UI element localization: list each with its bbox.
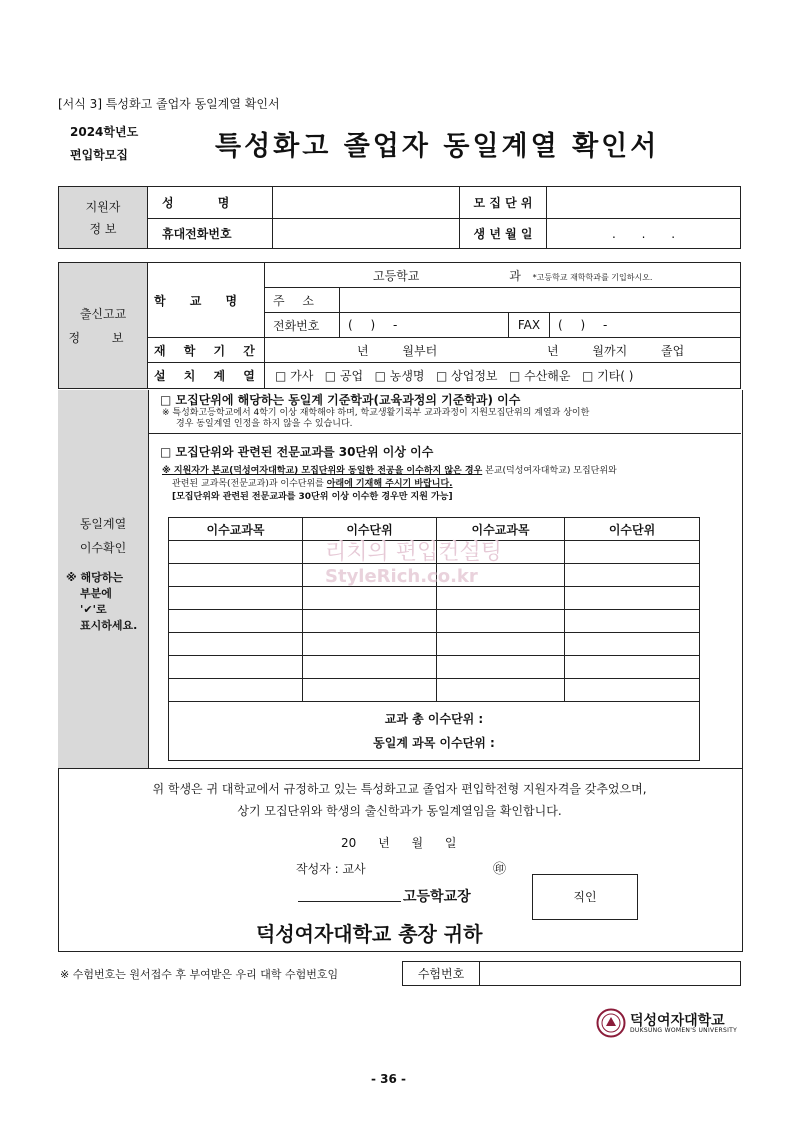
unit-cell[interactable] (303, 610, 437, 633)
unit-cell[interactable] (565, 610, 700, 633)
option-2-note-a: ※ 지원자가 본교(덕성여자대학교) 모집단위와 동일한 전공을 이수하지 않은 경우 (162, 466, 483, 476)
unit-cell[interactable] (565, 564, 700, 587)
statement-text (58, 778, 741, 822)
col-header: 이수교과목 (437, 518, 565, 541)
confirm-note-4: 표시하세요. (80, 619, 138, 632)
col-header: 이수교과목 (169, 518, 303, 541)
unit-cell[interactable] (565, 541, 700, 564)
option-2-note-c: 관련된 교과목(전문교과)과 이수단위를 (172, 479, 327, 489)
option-2[interactable]: □ 모집단위와 관련된 전문교과를 30단위 이상 이수 (160, 445, 434, 459)
logo-sub: DUKSUNG WOMEN'S UNIVERSITY (630, 1027, 738, 1034)
period-field[interactable] (265, 338, 741, 363)
school-section-label (59, 263, 148, 389)
confirm-note-3: '✔'로 (80, 603, 107, 616)
birth-field[interactable]: . . . (547, 219, 741, 249)
total-units-label: 교과 총 이수단위 : (384, 712, 484, 726)
tel-field[interactable]: ( ) - (340, 313, 509, 338)
period-label: 재 학 기 간 (148, 338, 265, 363)
track-option[interactable]: □ 기타( ) (581, 369, 634, 383)
course-cell[interactable] (169, 610, 303, 633)
confirm-label-1: 동일계열 (79, 517, 127, 531)
dept-label: 모 집 단 위 (460, 187, 547, 219)
unit-cell[interactable] (303, 587, 437, 610)
course-cell[interactable] (437, 679, 565, 702)
statement-date: 20 년 월 일 (341, 836, 457, 850)
seal-mark: ㊞ (493, 862, 507, 877)
birth-label: 생 년 월 일 (460, 219, 547, 249)
option-2-note (162, 465, 617, 504)
exam-number-field[interactable] (480, 962, 741, 986)
seal-box (532, 874, 638, 920)
course-cell[interactable] (169, 633, 303, 656)
school-suffix: 고등학교 (373, 268, 420, 283)
option-2-note-d: 아래에 기재해 주시기 바랍니다. (326, 479, 453, 489)
page-title: 특성화고 졸업자 동일계열 확인서 (215, 131, 660, 162)
university-emblem-icon (596, 1008, 626, 1038)
page-number: - 36 - (371, 1072, 407, 1086)
watermark-text: 리치의 편입컨설팅 (325, 540, 503, 565)
dept-field[interactable] (547, 187, 741, 219)
writer-label: 작성자 : 교사 (296, 862, 366, 876)
applicant-table (58, 186, 741, 249)
track-option[interactable]: □ 공업 (324, 369, 364, 383)
school-table (58, 262, 741, 389)
unit-cell[interactable] (303, 656, 437, 679)
applicant-label-2: 정 보 (89, 221, 117, 236)
seal-label: 직인 (573, 890, 597, 904)
course-cell[interactable] (437, 587, 565, 610)
year-line-1: 2024학년도 (70, 125, 139, 139)
exam-number-table (402, 961, 741, 986)
dept-suffix: 과 (509, 268, 521, 283)
confirm-left-column (58, 390, 149, 768)
option-divider (148, 433, 741, 434)
course-cell[interactable] (169, 656, 303, 679)
name-field[interactable] (273, 187, 460, 219)
unit-cell[interactable] (303, 679, 437, 702)
same-units-label: 동일계 과목 이수단위 : (373, 736, 495, 750)
option-2-note-b: 본교(덕성여자대학교) 모집단위와 (482, 466, 617, 476)
fax-field[interactable]: ( ) - (550, 313, 741, 338)
unit-cell[interactable] (565, 679, 700, 702)
course-cell[interactable] (169, 679, 303, 702)
track-option[interactable]: □ 상업정보 (435, 369, 498, 383)
course-cell[interactable] (437, 656, 565, 679)
option-1[interactable]: □ 모집단위에 해당하는 동일계 기준학과(교육과정의 기준학과) 이수 (160, 393, 521, 407)
option-2-note-e: [모집단위와 관련된 전문교과를 30단위 이상 이수한 경우만 지원 가능] (172, 492, 453, 502)
address-label: 주 소 (265, 288, 340, 313)
year-line-2: 편입학모집 (70, 148, 128, 162)
course-cell[interactable] (169, 541, 303, 564)
track-options (265, 363, 741, 389)
form-label: [서식 3] 특성화고 졸업자 동일계열 확인서 (58, 97, 280, 111)
exam-note: ※ 수험번호는 원서접수 후 부여받은 우리 대학 수험번호임 (60, 968, 339, 981)
option-1-note-line-1: ※ 특성화고등학교에서 4학기 이상 재학해야 하며, 학교생활기록부 교과과정이 지원모집단위의 계열과 상이한 (162, 408, 590, 418)
dept-note: *고등학교 재학학과를 기입하시오. (532, 272, 653, 282)
logo-name: 덕성여자대학교 (630, 1013, 725, 1029)
school-name-label: 학 교 명 (148, 263, 265, 338)
unit-totals[interactable] (169, 702, 700, 761)
course-cell[interactable] (437, 610, 565, 633)
unit-cell[interactable] (565, 656, 700, 679)
name-label: 성 명 (148, 187, 273, 219)
course-cell[interactable] (169, 587, 303, 610)
col-header: 이수단위 (565, 518, 700, 541)
period-to: 년 월까지 졸업 (547, 343, 685, 358)
unit-cell[interactable] (303, 633, 437, 656)
statement-line-2: 상기 모집단위와 학생의 출신학과가 동일계열임을 확인합니다. (237, 804, 562, 818)
unit-cell[interactable] (565, 633, 700, 656)
unit-cell[interactable] (565, 587, 700, 610)
confirm-note-2: 부분에 (80, 587, 112, 600)
phone-field[interactable] (273, 219, 460, 249)
track-label: 설 치 계 열 (148, 363, 265, 389)
period-from: 년 월부터 (357, 343, 438, 358)
address-field[interactable] (340, 288, 741, 313)
tel-label: 전화번호 (265, 313, 340, 338)
applicant-section-label (59, 187, 148, 249)
course-cell[interactable] (169, 564, 303, 587)
course-cell[interactable] (437, 633, 565, 656)
year-label (70, 121, 138, 167)
confirm-note-1: ※ 해당하는 (66, 571, 124, 584)
school-label-2: 정 보 (68, 330, 138, 345)
track-option[interactable]: □ 가사 (275, 369, 314, 383)
addressee: 덕성여자대학교 총장 귀하 (256, 922, 483, 946)
confirm-label-2: 이수확인 (79, 541, 127, 555)
track-option[interactable]: □ 수산해운 (508, 369, 571, 383)
school-name-field[interactable] (265, 263, 741, 288)
fax-label: FAX (509, 313, 550, 338)
applicant-label-1: 지원자 (85, 199, 121, 214)
statement-line-1: 위 학생은 귀 대학교에서 규정하고 있는 특성화고교 졸업자 편입학전형 지원자격을 갖추었으며, (152, 782, 647, 796)
option-1-note (162, 408, 589, 430)
watermark-url: StyleRich.co.kr (325, 566, 478, 587)
school-name-line[interactable] (298, 901, 401, 902)
option-1-note-line-2: 경우 동일계열 인정을 하지 않을 수 있습니다. (176, 419, 353, 429)
phone-label: 휴대전화번호 (148, 219, 273, 249)
col-header: 이수단위 (303, 518, 437, 541)
school-label-1: 출신고교 (79, 306, 127, 321)
exam-number-label: 수험번호 (403, 962, 480, 986)
track-option[interactable]: □ 농생명 (374, 369, 425, 383)
university-logo (596, 1008, 626, 1042)
principal-label: 고등학교장 (403, 889, 471, 905)
